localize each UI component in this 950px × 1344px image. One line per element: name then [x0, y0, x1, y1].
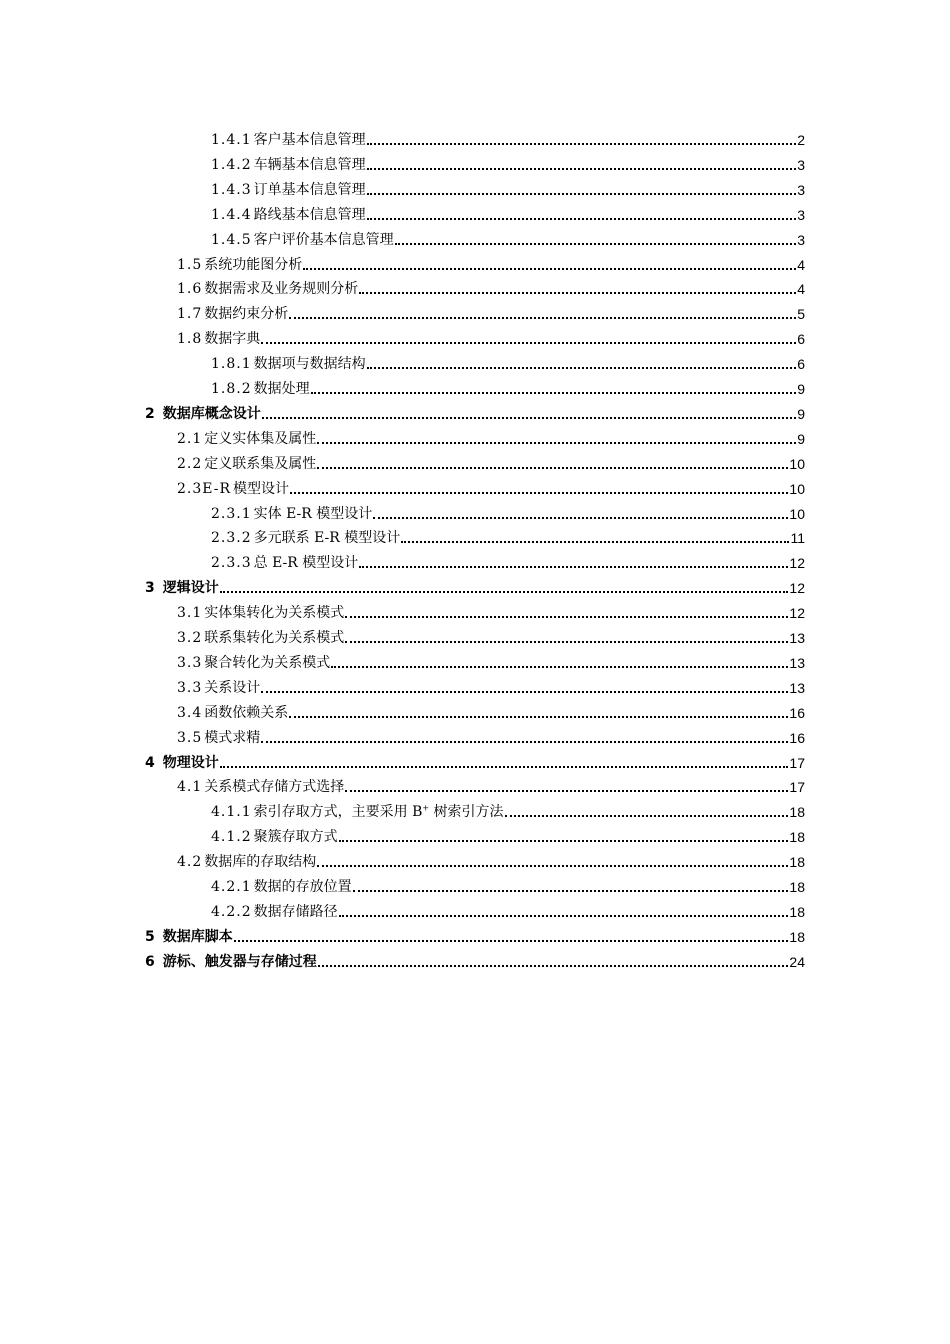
toc-entry-page-number: 12: [789, 605, 805, 621]
toc-entry-number: 1.4.4: [211, 207, 252, 223]
toc-leader-dots: [401, 540, 789, 543]
toc-entry-title: 逻辑设计: [162, 580, 219, 596]
toc-entry-page-number: 16: [789, 730, 805, 746]
toc-entry-number: 3: [145, 580, 155, 596]
toc-entry-number: 3.3: [177, 655, 203, 671]
toc-entry-title: 聚合转化为关系模式: [204, 655, 331, 671]
toc-entry-page-number: 2: [797, 132, 805, 148]
toc-leader-dots: [345, 640, 788, 643]
toc-entry-title: 模式求精: [204, 730, 261, 746]
toc-entry-number: 3.5: [177, 730, 203, 746]
toc-entry-title: 模型设计: [233, 481, 290, 497]
toc-entry-number: 1.4.2: [211, 157, 252, 173]
toc-leader-dots: [359, 565, 788, 568]
toc-entry-label: [211, 878, 352, 896]
toc-leader-dots: [289, 316, 796, 319]
toc-entry[interactable]: [211, 872, 805, 896]
toc-entry-title: 系统功能图分析: [204, 257, 303, 273]
toc-entry-title: 数据库概念设计: [162, 406, 261, 422]
toc-entry[interactable]: [211, 175, 805, 199]
toc-entry[interactable]: [177, 698, 805, 722]
toc-entry-number: 1.8.2: [211, 381, 252, 397]
toc-entry-page-number: 5: [797, 306, 805, 322]
toc-entry-number: 6: [145, 954, 155, 970]
toc-entry-title: 数据存储路径: [253, 904, 338, 920]
toc-entry[interactable]: [211, 499, 805, 523]
toc-entry[interactable]: [177, 648, 805, 672]
toc-entry[interactable]: [145, 573, 805, 597]
toc-entry-title: 总 E-R 模型设计: [253, 555, 359, 571]
toc-entry-number: 3.4: [177, 705, 203, 721]
toc-entry-title: 关系设计: [204, 680, 261, 696]
toc-entry-title: 多元联系 E-R 模型设计: [253, 530, 401, 546]
toc-entry[interactable]: [211, 822, 805, 846]
toc-entry-number: 1.4.1: [211, 132, 252, 148]
toc-entry-number: 2.1: [177, 431, 203, 447]
toc-entry-title: 数据的存放位置: [253, 879, 352, 895]
toc-entry-number: 4: [145, 755, 155, 771]
toc-entry-page-number: 18: [789, 879, 805, 895]
toc-entry-page-number: 3: [797, 182, 805, 198]
toc-entry-label: [211, 505, 372, 523]
toc-entry-number: 3.1: [177, 605, 203, 621]
toc-leader-dots: [318, 964, 789, 967]
toc-entry-title: 联系集转化为关系模式: [204, 630, 345, 646]
toc-leader-dots: [261, 341, 796, 344]
toc-entry[interactable]: [211, 374, 805, 398]
toc-entry-title: 数据字典: [204, 331, 261, 347]
toc-entry[interactable]: [211, 225, 805, 249]
toc-entry-label: [211, 380, 310, 398]
toc-entry-number: 1.4.3: [211, 182, 252, 198]
toc-leader-dots: [262, 416, 796, 419]
toc-entry-label: [211, 355, 366, 373]
toc-entry-page-number: 18: [789, 854, 805, 870]
toc-entry-label: [177, 778, 344, 796]
toc-entry-page-number: 9: [797, 431, 805, 447]
toc-leader-dots: [345, 789, 788, 792]
toc-entry-number: 5: [145, 929, 155, 945]
toc-entry-number: 1.8.1: [211, 356, 252, 372]
toc-entry-page-number: 13: [789, 680, 805, 696]
toc-entry-page-number: 10: [789, 481, 805, 497]
toc-entry-number: 2.3.2: [211, 530, 252, 546]
toc-leader-dots: [367, 142, 797, 145]
toc-entry-title: 数据库脚本: [162, 929, 233, 945]
toc-entry-page-number: 3: [797, 207, 805, 223]
toc-entry[interactable]: [211, 797, 805, 821]
toc-entry[interactable]: [211, 150, 805, 174]
toc-entry-label: [177, 430, 316, 448]
toc-entry-page-number: 17: [789, 779, 805, 795]
toc-leader-dots: [339, 839, 789, 842]
toc-entry-title: 路线基本信息管理: [253, 207, 366, 223]
toc-leader-dots: [234, 939, 789, 942]
toc-leader-dots: [311, 391, 797, 394]
toc-entry-page-number: 6: [797, 331, 805, 347]
toc-entry[interactable]: [177, 772, 805, 796]
toc-entry-page-number: 10: [789, 506, 805, 522]
toc-entry[interactable]: [177, 449, 805, 473]
toc-entry-number: 3.2: [177, 630, 203, 646]
toc-leader-dots: [289, 715, 788, 718]
toc-entry-number: 4.1.2: [211, 829, 252, 845]
toc-entry[interactable]: [177, 474, 805, 498]
toc-entry-label: [145, 953, 317, 971]
toc-entry-label: [177, 654, 330, 672]
toc-entry-number: 4.1: [177, 779, 203, 795]
toc-entry-page-number: 17: [789, 755, 805, 771]
toc-leader-dots: [373, 516, 788, 519]
toc-entry-label: [145, 579, 219, 597]
toc-entry-label: [177, 480, 289, 498]
toc-entry[interactable]: [177, 673, 805, 697]
toc-entry-label: [177, 305, 288, 323]
toc-entry-label: [211, 803, 504, 821]
toc-entry-page-number: 13: [789, 630, 805, 646]
toc-entry-title: 游标、触发器与存储过程: [162, 954, 317, 970]
toc-entry[interactable]: [211, 125, 805, 149]
toc-leader-dots: [367, 167, 797, 170]
toc-entry-page-number: 18: [789, 904, 805, 920]
toc-entry-label: [177, 256, 302, 274]
toc-leader-dots: [261, 690, 788, 693]
toc-leader-dots: [303, 267, 796, 270]
toc-entry-title: 数据项与数据结构: [253, 356, 366, 372]
toc-leader-dots: [367, 192, 797, 195]
toc-entry[interactable]: [145, 922, 805, 946]
toc-leader-dots: [345, 615, 788, 618]
toc-entry-page-number: 3: [797, 157, 805, 173]
toc-entry-superscript: +: [422, 803, 430, 813]
toc-leader-dots: [220, 765, 789, 768]
toc-leader-dots: [359, 291, 796, 294]
toc-entry-title: 实体 E-R 模型设计: [253, 506, 373, 522]
toc-entry-label: [177, 679, 260, 697]
toc-entry-number: 2.3.1: [211, 506, 252, 522]
toc-leader-dots: [317, 466, 788, 469]
toc-entry[interactable]: [177, 250, 805, 274]
toc-entry-label: [211, 231, 394, 249]
toc-entry-title: 数据约束分析: [204, 306, 289, 322]
toc-entry-number: 1.8: [177, 331, 203, 347]
toc-entry-title: 订单基本信息管理: [253, 182, 366, 198]
toc-entry-label: [177, 729, 260, 747]
toc-leader-dots: [290, 491, 788, 494]
toc-entry-title: 定义联系集及属性: [204, 456, 317, 472]
toc-leader-dots: [220, 590, 789, 593]
toc-entry-page-number: 18: [789, 829, 805, 845]
toc-entry-title: 数据需求及业务规则分析: [204, 281, 359, 297]
toc-entry-number: 3.3: [177, 680, 203, 696]
toc-entry-number: 2.3E-R: [177, 481, 232, 497]
toc-entry-number: 2: [145, 406, 155, 422]
toc-entry-title: 数据处理: [253, 381, 310, 397]
toc-entry-label: [211, 903, 338, 921]
toc-entry-label: [211, 828, 338, 846]
toc-entry-page-number: 9: [797, 381, 805, 397]
toc-entry-title: 车辆基本信息管理: [253, 157, 366, 173]
toc-entry-title-suffix: 树索引方法: [429, 804, 504, 820]
toc-entry-page-number: 9: [797, 406, 805, 422]
toc-entry-page-number: 4: [797, 257, 805, 273]
toc-entry-number: 4.1.1: [211, 804, 252, 820]
toc-entry-page-number: 11: [790, 530, 805, 546]
toc-entry[interactable]: [177, 424, 805, 448]
toc-entry-label: [177, 704, 288, 722]
toc-entry[interactable]: [177, 274, 805, 298]
toc-entry[interactable]: [211, 548, 805, 572]
toc-entry[interactable]: [211, 200, 805, 224]
toc-leader-dots: [261, 740, 788, 743]
toc-entry-number: 4.2.1: [211, 879, 252, 895]
toc-entry-title: 物理设计: [162, 755, 219, 771]
toc-entry-label: [211, 554, 358, 572]
toc-entry[interactable]: [145, 947, 805, 971]
toc-entry-number: 1.4.5: [211, 232, 252, 248]
toc-entry-label: [177, 629, 344, 647]
toc-entry-page-number: 16: [789, 705, 805, 721]
toc-entry-label: [145, 928, 233, 946]
toc-entry-number: 1.5: [177, 257, 203, 273]
toc-entry-title: 关系模式存储方式选择: [204, 779, 345, 795]
toc-leader-dots: [317, 864, 788, 867]
toc-entry-label: [145, 754, 219, 772]
toc-entry-number: 4.2.2: [211, 904, 252, 920]
toc-entry-number: 1.7: [177, 306, 203, 322]
toc-entry[interactable]: [145, 399, 805, 423]
toc-entry-title: 客户基本信息管理: [253, 132, 366, 148]
toc-entry[interactable]: [177, 299, 805, 323]
toc-entry[interactable]: [177, 847, 805, 871]
toc-entry-label: [211, 206, 366, 224]
toc-entry[interactable]: [177, 324, 805, 348]
toc-entry-label: [211, 131, 366, 149]
toc-entry-page-number: 12: [789, 555, 805, 571]
toc-entry-title: 函数依赖关系: [204, 705, 289, 721]
toc-entry-number: 2.3.3: [211, 555, 252, 571]
toc-entry-number: 1.6: [177, 281, 203, 297]
toc-leader-dots: [367, 366, 797, 369]
toc-entry-number: 4.2: [177, 854, 203, 870]
toc-leader-dots: [395, 242, 797, 245]
toc-entry-title: 索引存取方式，主要采用 B: [253, 804, 423, 820]
toc-entry-page-number: 13: [789, 655, 805, 671]
toc-entry-number: 2.2: [177, 456, 203, 472]
toc-entry[interactable]: [211, 349, 805, 373]
toc-entry-label: [177, 604, 344, 622]
toc-entry-label: [211, 156, 366, 174]
toc-entry-title: 聚簇存取方式: [253, 829, 338, 845]
toc-entry-page-number: 10: [789, 456, 805, 472]
toc-entry-label: [211, 529, 400, 547]
toc-entry[interactable]: [211, 897, 805, 921]
toc-leader-dots: [367, 217, 797, 220]
toc-entry-title: 定义实体集及属性: [204, 431, 317, 447]
toc-leader-dots: [317, 441, 796, 444]
toc-entry-page-number: 18: [789, 929, 805, 945]
toc-entry-label: [211, 181, 366, 199]
toc-entry-title: 实体集转化为关系模式: [204, 605, 345, 621]
toc-entry[interactable]: [177, 723, 805, 747]
toc-leader-dots: [339, 914, 789, 917]
toc-entry-page-number: 4: [797, 281, 805, 297]
toc-entry-label: [145, 405, 261, 423]
toc-entry-page-number: 24: [789, 954, 805, 970]
toc-leader-dots: [331, 665, 788, 668]
toc-entry-title: 客户评价基本信息管理: [253, 232, 394, 248]
toc-entry-label: [177, 280, 358, 298]
toc-entry-page-number: 12: [789, 580, 805, 596]
toc-entry-page-number: 18: [789, 804, 805, 820]
toc-entry-page-number: 6: [797, 356, 805, 372]
toc-entry[interactable]: [177, 598, 805, 622]
toc-entry[interactable]: [145, 748, 805, 772]
toc-entry-label: [177, 455, 316, 473]
toc-entry-title: 数据库的存取结构: [204, 854, 317, 870]
toc-leader-dots: [505, 814, 789, 817]
toc-entry-label: [177, 853, 316, 871]
toc-entry[interactable]: [211, 523, 805, 547]
toc-entry[interactable]: [177, 623, 805, 647]
toc-entry-label: [177, 330, 260, 348]
toc-entry-page-number: 3: [797, 232, 805, 248]
toc-leader-dots: [353, 889, 789, 892]
